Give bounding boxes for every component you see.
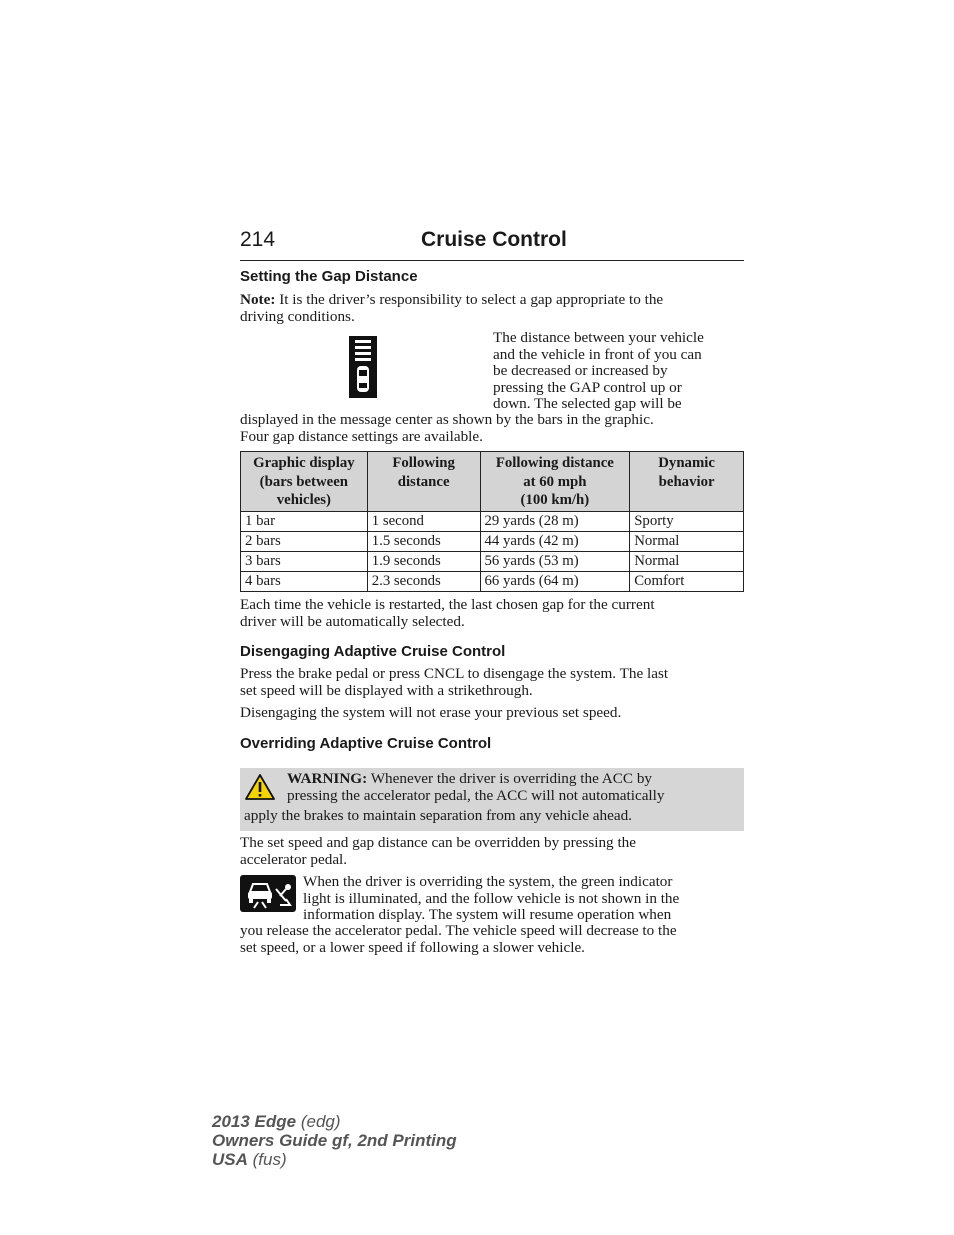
footer-region-code: (fus) <box>252 1150 287 1169</box>
text-line: information display. The system will resume operation when <box>303 906 672 923</box>
table-cell: Comfort <box>630 571 744 591</box>
table-cell: 2 bars <box>241 531 368 551</box>
table-row <box>241 511 744 531</box>
text-line: The distance between your vehicle <box>493 329 704 346</box>
table-row <box>241 551 744 571</box>
text-line: set speed will be displayed with a strikethrough. <box>240 681 533 699</box>
table-header-row <box>241 452 744 512</box>
override-paragraph-1 <box>240 835 744 868</box>
table-cell: 29 yards (28 m) <box>480 511 630 531</box>
acc-override-indicator-icon <box>240 875 296 912</box>
text-line: you release the accelerator pedal. The vehicle speed will decrease to the <box>240 922 677 939</box>
page-header <box>240 228 744 261</box>
footer-model: 2013 Edge <box>212 1112 297 1131</box>
table-cell: 1 second <box>367 511 480 531</box>
gap-settings-table-wrap <box>240 451 744 592</box>
table-cell: 1 bar <box>241 511 368 531</box>
text-line: down. The selected gap will be <box>493 395 682 412</box>
text-line: displayed in the message center as shown by the bars in the graphic. <box>240 411 654 428</box>
table-cell: 1.9 seconds <box>367 551 480 571</box>
note-text-line1: It is the driver’s responsibility to select a gap appropriate to the <box>279 291 664 308</box>
text-line: When the driver is overriding the system, the green indicator <box>303 873 673 890</box>
warning-line3: apply the brakes to maintain separation from any vehicle ahead. <box>244 807 632 824</box>
table-cell: 44 yards (42 m) <box>480 531 630 551</box>
table-cell: Normal <box>630 551 744 571</box>
section-heading-disengaging: Disengaging Adaptive Cruise Control <box>240 643 506 660</box>
text-line: set speed, or a lower speed if following a slower vehicle. <box>240 938 585 956</box>
warning-label: WARNING: <box>287 770 368 787</box>
section-heading-overriding: Overriding Adaptive Cruise Control <box>240 735 492 752</box>
note-label: Note: <box>240 291 276 308</box>
text-line: Four gap distance settings are available. <box>240 427 483 445</box>
warning-text-top <box>287 771 737 804</box>
text-line: The set speed and gap distance can be overridden by pressing the <box>240 834 637 851</box>
table-cell: 66 yards (64 m) <box>480 571 630 591</box>
header-graphic-display: Graphic display (bars between vehicles) <box>241 452 368 512</box>
override-full-text <box>240 923 744 956</box>
section-heading-gap-distance: Setting the Gap Distance <box>240 268 418 285</box>
table-cell: 4 bars <box>241 571 368 591</box>
footer-model-code: (edg) <box>300 1112 341 1131</box>
override-wrap-text <box>303 874 748 924</box>
warning-line1: Whenever the driver is overriding the ACC by <box>370 770 653 787</box>
footer-guide: Owners Guide gf, 2nd Printing <box>212 1131 457 1150</box>
text-line: light is illuminated, and the follow vehicle is not shown in the <box>303 889 680 907</box>
text-line: driver will be automatically selected. <box>240 612 465 630</box>
gap-bars-icon <box>349 336 377 398</box>
disengage-paragraph-2: Disengaging the system will not erase your previous set speed. <box>240 704 622 721</box>
gap-description-wrap <box>493 330 748 413</box>
table-cell: Normal <box>630 531 744 551</box>
gap-settings-table <box>240 451 744 592</box>
table-row <box>241 571 744 591</box>
table-cell: 2.3 seconds <box>367 571 480 591</box>
text-line: and the vehicle in front of you can <box>493 345 702 363</box>
header-dynamic-behavior: Dynamic behavior <box>630 452 744 512</box>
disengage-paragraph-1 <box>240 666 744 699</box>
gap-description-full <box>240 412 744 445</box>
text-line: be decreased or increased by <box>493 362 668 379</box>
text-line: pressing the GAP control up or <box>493 378 682 396</box>
note-paragraph <box>240 292 744 325</box>
warning-line2: pressing the accelerator pedal, the ACC will not automatically <box>287 786 665 804</box>
text-line: Each time the vehicle is restarted, the last chosen gap for the current <box>240 596 655 613</box>
header-following-distance-60mph: Following distance at 60 mph (100 km/h) <box>480 452 630 512</box>
note-text-line2: driving conditions. <box>240 307 355 325</box>
page-number: 214 <box>240 228 276 251</box>
warning-triangle-icon <box>244 773 276 801</box>
table-cell: 56 yards (53 m) <box>480 551 630 571</box>
footer-region: USA <box>212 1150 248 1169</box>
text-line: accelerator pedal. <box>240 850 348 868</box>
page-footer <box>212 1112 457 1169</box>
text-line: Press the brake pedal or press CNCL to disengage the system. The last <box>240 665 669 682</box>
table-cell: Sporty <box>630 511 744 531</box>
after-table-paragraph <box>240 597 744 630</box>
table-cell: 1.5 seconds <box>367 531 480 551</box>
table-row <box>241 531 744 551</box>
header-following-distance: Following distance <box>367 452 480 512</box>
table-cell: 3 bars <box>241 551 368 571</box>
chapter-title: Cruise Control <box>421 228 567 251</box>
